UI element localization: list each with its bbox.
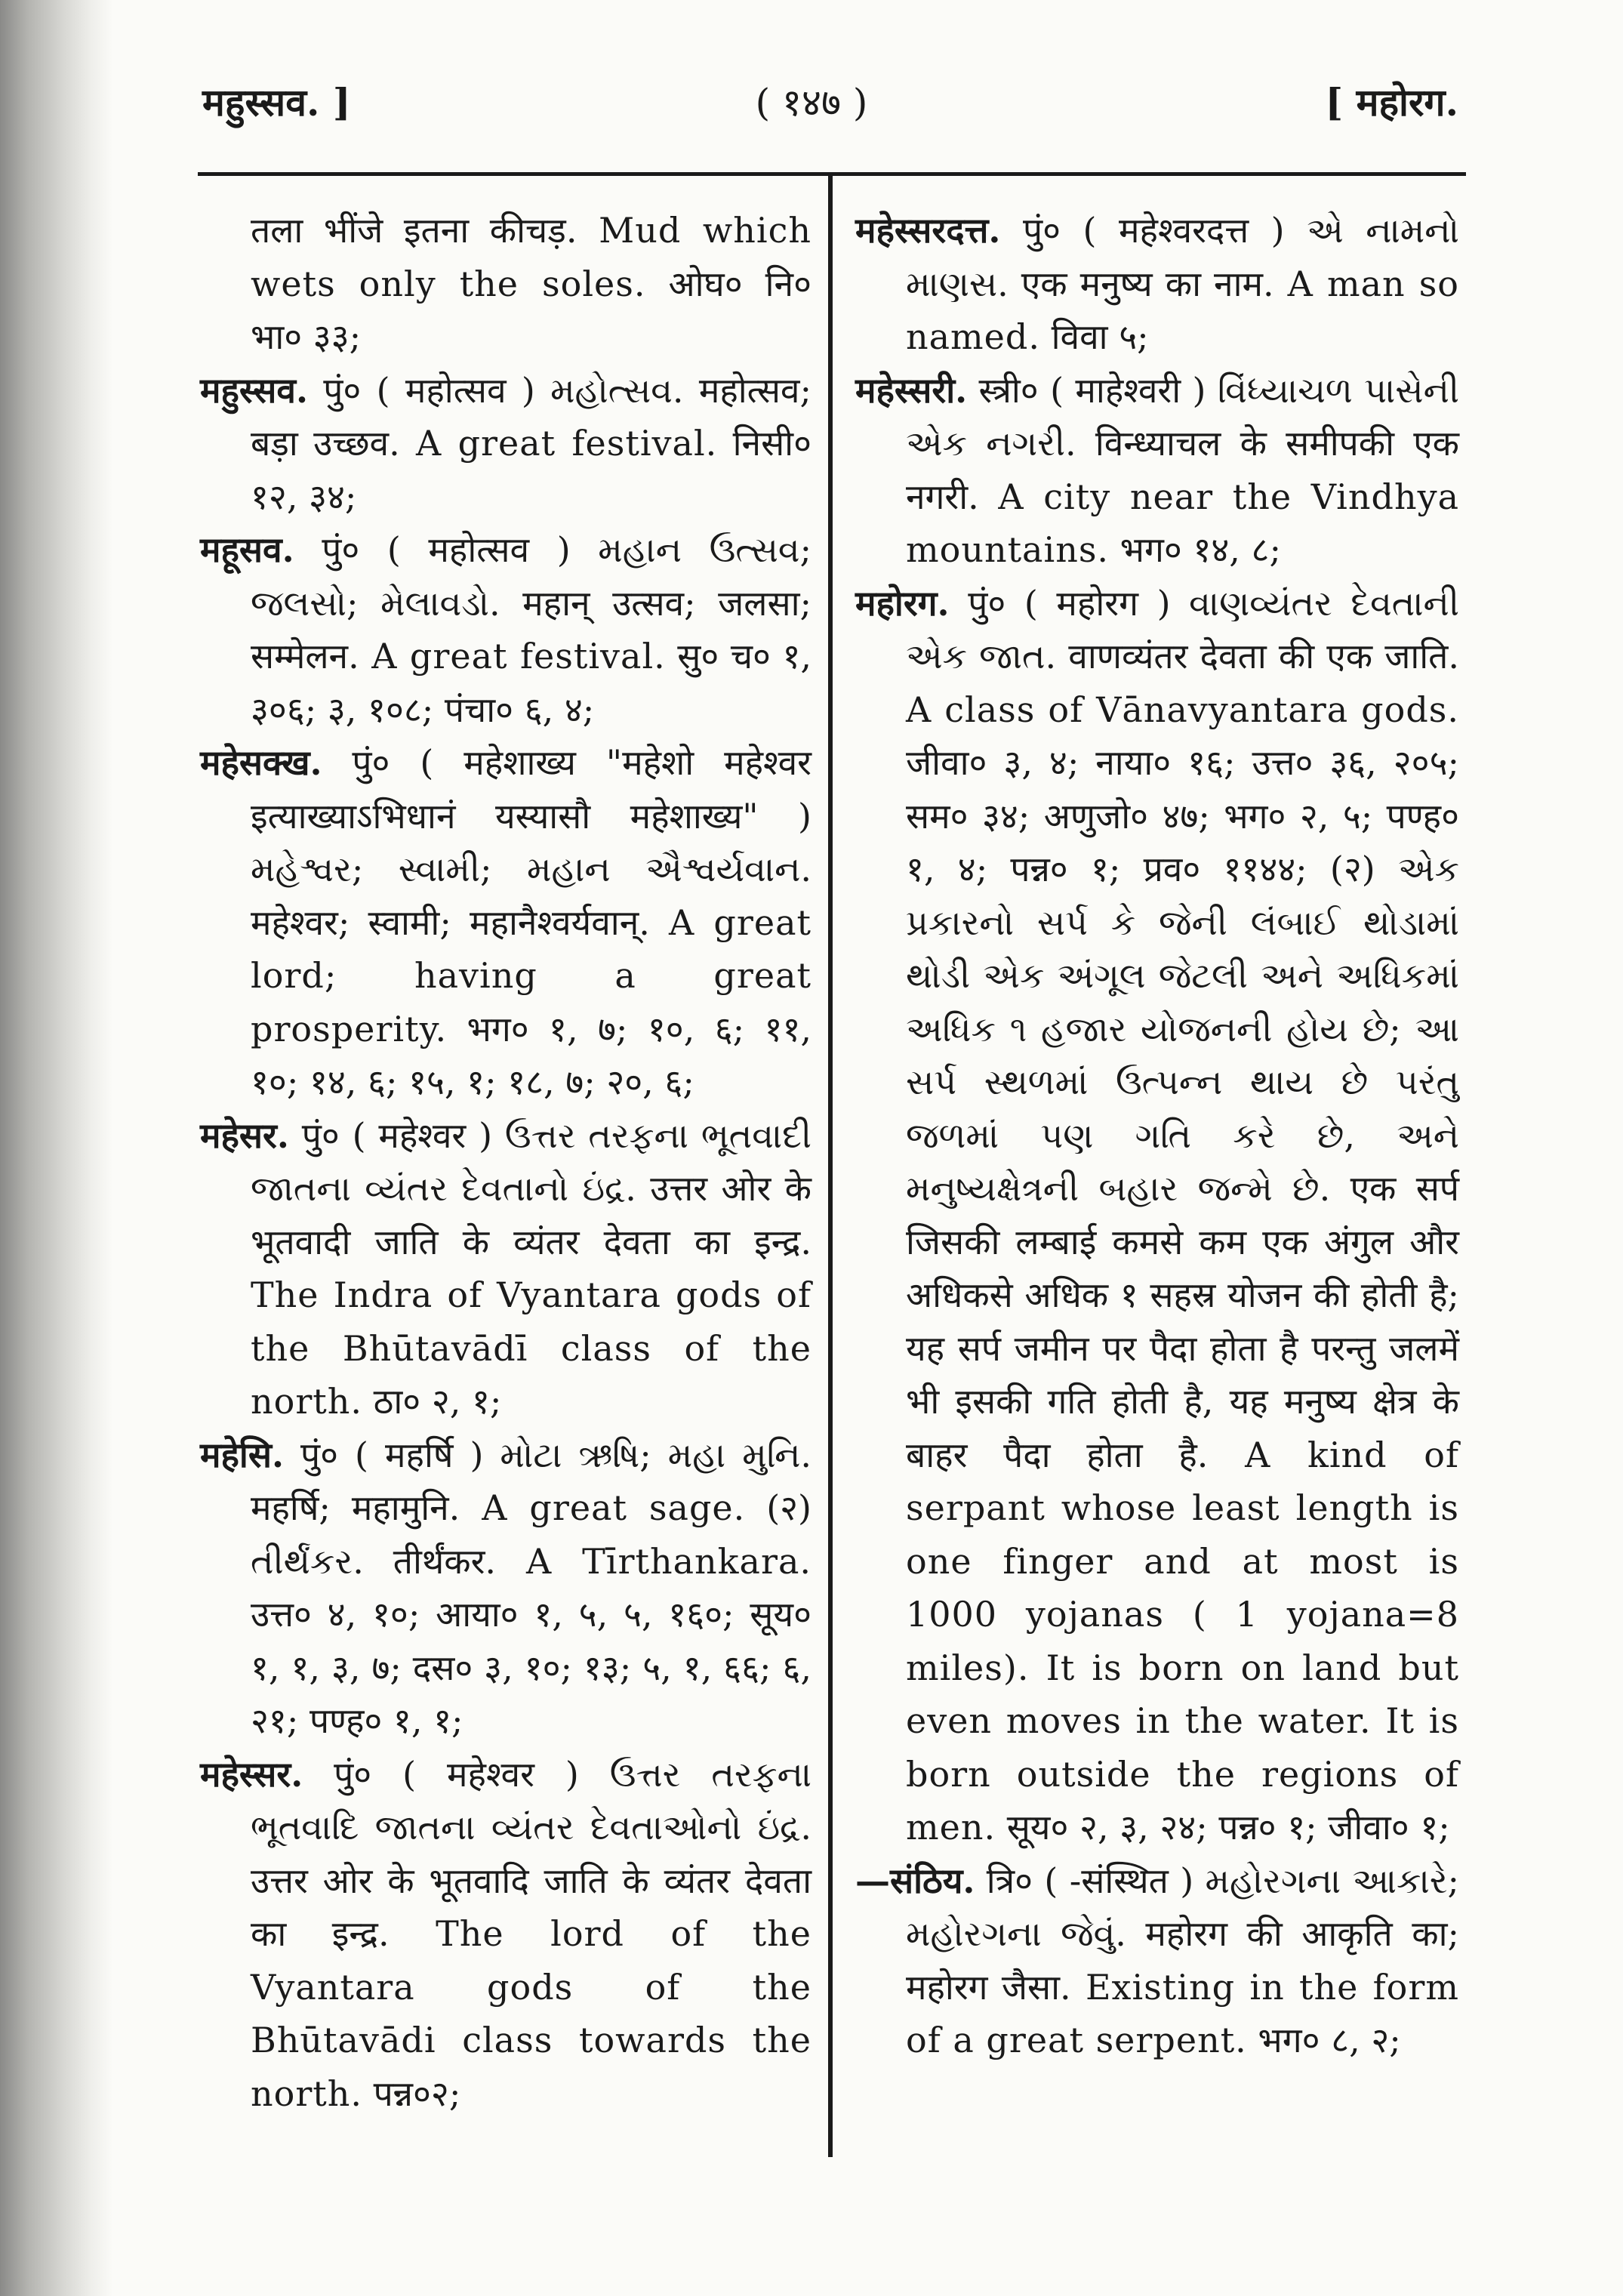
headword: महेस्सर. <box>200 1753 303 1795</box>
headword: महेसि. <box>200 1434 284 1475</box>
headword: महूसव. <box>200 529 294 570</box>
dictionary-entry: महेस्सर. पुं० ( महेश्वर ) ઉત્તર તરફના ભૂતવાદિ જાતના વ્યંતર દેવતાઓનો ઇંદ્ર. उत्तर ओर के भूतवादि जाति के व्यंतर देवता का इन्द्र. The lord of the Vyantara gods of the Bhūtavādi class towards the north. पन्न०२; <box>200 1753 812 2114</box>
left-column <box>200 204 812 2120</box>
dictionary-entry: महूसव. पुं० ( महोत्सव ) મહાન ઉત્સવ; જલસો; મેલાવડો. महान् उत्सव; जलसा; सम्मेलन. A great festival. सु० च० १, ३०६; ३, १०८; पंचा० ६, ४; <box>200 529 812 730</box>
dictionary-entry: महेस्सरदत्त. पुं० ( महेश्वरदत्त ) એ નામનો માણસ. एक मनुष्य का नाम. A man so named. विवा ५; <box>855 210 1460 357</box>
dictionary-entry: महेसक्ख. पुं० ( महेशाख्य "महेशो महेश्वर इत्याख्याऽभिधानं यस्यासौ महेशाख्य" ) મહેશ્વર; સ્વામી; મહાન ઐશ્વર્યવાન. महेश्वर; स्वामी; महानैश्वर्यवान्. A great lord; having a great prosperity. भग० १, ७; १०, ६; ११, १०; १४, ६; १५, १; १८, ७; २०, ६; <box>200 742 812 1102</box>
page-number: ( १४७ ) <box>755 81 868 125</box>
dictionary-entry: महेसि. पुं० ( महर्षि ) મોટા ઋષિ; મહા મુનિ. महर्षि; महामुनि. A great sage. (२) તીર્થંકર. तीर्थंकर. A Tīrthankara. उत्त० ४, १०; आया० १, ५, ५, १६०; सूय० १, १, ३, ७; दस० ३, १०; १३; ५, १, ६६; ६, २१; पण्ह० १, १; <box>200 1434 812 1741</box>
headword: महोरग. <box>855 582 950 624</box>
headword: महेसक्ख. <box>200 742 322 783</box>
dictionary-entry: महुस्सव. पुं० ( महोत्सव ) મહોત્સવ. महोत्सव; बड़ा उच्छव. A great festival. निसी० १२, ३४; <box>200 369 812 517</box>
headword: महुस्सव. <box>200 369 308 411</box>
headword: महेस्सरदत्त. <box>855 210 1001 251</box>
dictionary-entry: महोरग. पुं० ( महोरग ) વાણવ્યંતર દેવતાની એક જાત. वाणव्यंतर देवता की एक जाति. A class of Vānavyantara gods. जीवा० ३, ४; नाया० १६; उत्त० ३६, २०५; सम० ३४; अणुजो० ४७; भग० २, ५; पण्ह० १, ४; पन्न० १; प्रव० ११४४; (२) એક પ્રકારનો સર્પ કે જેની લંબાઈ થોડામાં થોડી એક અંગૂલ જેટલી અને અધિકમાં અધિક ૧ હજાર યોજનની હોય છે; આ સર્પ સ્થળમાં ઉત્પન્ન થાય છે પરંતુ જળમાં પણ ગતિ કરે છે, અને મનુષ્યક્ષેત્રની બહાર જન્મે છે. एक सर्प जिसकी लम्बाई कमसे कम एक अंगुल और अधिकसे अधिक १ सहस्र योजन की होती है; यह सर्प जमीन पर पैदा होता है परन्तु जलमें भी इसकी गति होती है, यह मनुष्य क्षेत्र के बाहर पैदा होता है. A kind of serpant whose least length is one finger and at most is 1000 yojanas ( 1 yojana=8 miles). It is born on land but even moves in the water. It is born outside the regions of men. सूय० २, ३, २४; पन्न० १; जीवा० १; <box>855 582 1459 1848</box>
running-head-right: [ महोरग. <box>1325 80 1458 125</box>
dictionary-entry: तला भींजे इतना कीचड़. Mud which wets only the soles. ओघ० नि० भा० ३३; <box>251 210 812 357</box>
running-head-left: महुस्सव. ] <box>202 80 351 125</box>
headword: —संठिय. <box>855 1860 975 1901</box>
right-column <box>855 204 1459 2067</box>
dictionary-entry: महेसर. पुं० ( महेश्वर ) ઉત્તર તરફના ભૂતવાદી જાતના વ્યંતર દેવતાનો ઇંદ્ર. उत्तर ओर के भूतवादी जाति के व्यंतर देवता का इन्द्र. The Indra of Vyantara gods of the Bhūtavādī class of the north. ठा० २, १; <box>200 1114 812 1422</box>
dictionary-entry: महेस्सरी. स्त्री० ( माहेश्वरी ) વિંધ્યાચળ પાસેની એક નગરી. विन्ध्याचल के समीपकी एक नगरी. A city near the Vindhya mountains. भग० १४, ८; <box>855 369 1459 570</box>
scan-edge-shadow <box>0 0 113 2296</box>
column-divider <box>828 175 833 2157</box>
headword: महेस्सरी. <box>855 369 968 411</box>
dictionary-entry: —संठिय. त्रि० ( -संस्थित ) મહોરગના આકારે; મહોરગના જેવું. महोरग की आकृति का; महोरग जैसा. Existing in the form of a great serpent. भग० ८, २; <box>855 1860 1459 2060</box>
headword: महेसर. <box>200 1114 289 1156</box>
